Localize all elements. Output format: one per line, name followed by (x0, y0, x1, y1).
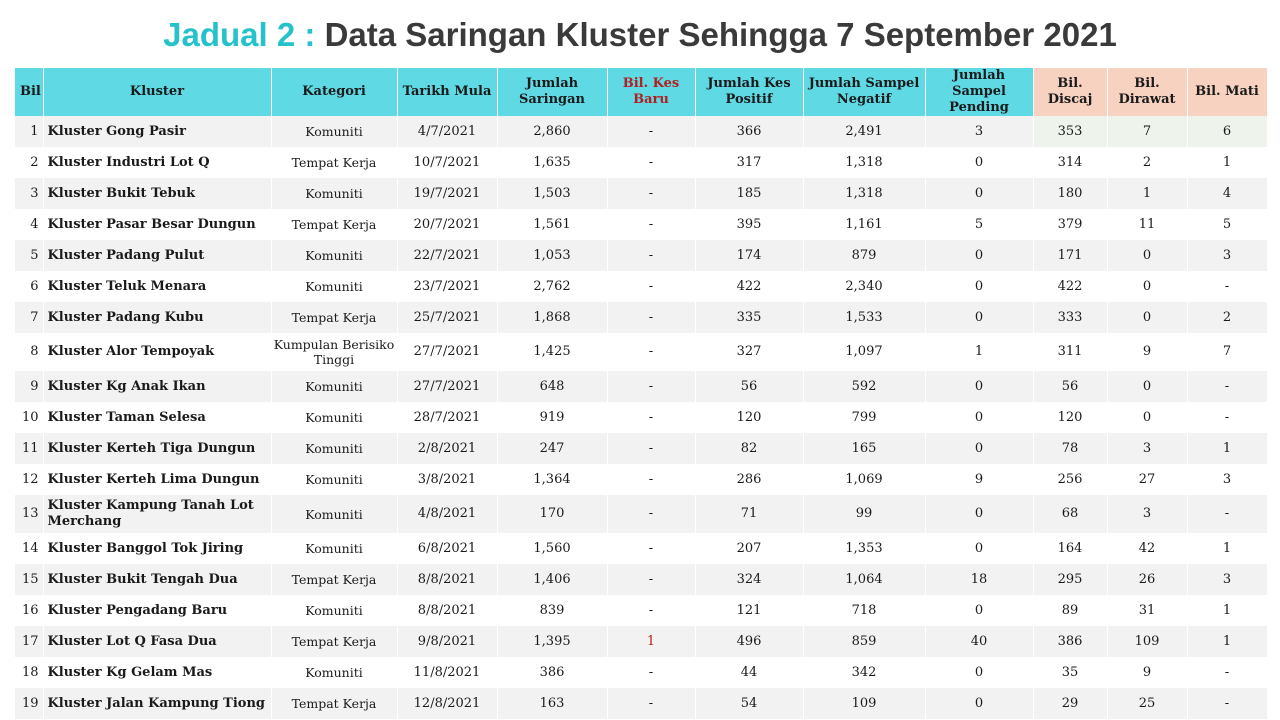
table-row (15, 302, 1267, 333)
cell-positif: 366 (695, 116, 803, 147)
cell-saringan: 1,503 (497, 178, 607, 209)
cell-positif: 54 (695, 688, 803, 719)
cell-kes-baru: - (607, 178, 695, 209)
cell-dirawat: 42 (1107, 533, 1187, 564)
cell-kluster: Kluster Kerteh Lima Dungun (43, 464, 271, 495)
col-header-tarikh: Tarikh Mula (397, 68, 497, 116)
cell-pending: 1 (925, 333, 1033, 371)
cell-tarikh: 4/7/2021 (397, 116, 497, 147)
cell-tarikh: 28/7/2021 (397, 402, 497, 433)
cell-kategori: Tempat Kerja (271, 688, 397, 719)
cell-negatif: 592 (803, 371, 925, 402)
cell-tarikh: 25/7/2021 (397, 302, 497, 333)
cell-mati: 1 (1187, 626, 1267, 657)
cell-kluster: Kluster Kampung Tanah Lot Merchang (43, 495, 271, 533)
cell-discaj: 29 (1033, 688, 1107, 719)
cell-kluster: Kluster Lot Q Fasa Dua (43, 626, 271, 657)
cell-mati: 3 (1187, 564, 1267, 595)
cell-negatif: 165 (803, 433, 925, 464)
cell-tarikh: 22/7/2021 (397, 240, 497, 271)
cell-kluster: Kluster Kerteh Tiga Dungun (43, 433, 271, 464)
table-row (15, 688, 1267, 719)
cell-discaj: 422 (1033, 271, 1107, 302)
cell-pending: 0 (925, 495, 1033, 533)
cell-bil: 5 (15, 240, 43, 271)
cell-kategori: Tempat Kerja (271, 564, 397, 595)
col-header-discaj: Bil. Discaj (1033, 68, 1107, 116)
cell-bil: 17 (15, 626, 43, 657)
cell-bil: 12 (15, 464, 43, 495)
col-header-dirawat: Bil. Dirawat (1107, 68, 1187, 116)
cell-mati: 3 (1187, 464, 1267, 495)
cell-mati: 7 (1187, 333, 1267, 371)
cell-dirawat: 1 (1107, 178, 1187, 209)
cell-mati: - (1187, 402, 1267, 433)
cell-dirawat: 9 (1107, 657, 1187, 688)
cell-tarikh: 19/7/2021 (397, 178, 497, 209)
cell-negatif: 718 (803, 595, 925, 626)
cell-saringan: 2,860 (497, 116, 607, 147)
cell-kes-baru: - (607, 533, 695, 564)
cell-discaj: 89 (1033, 595, 1107, 626)
cell-pending: 0 (925, 271, 1033, 302)
cell-tarikh: 11/8/2021 (397, 657, 497, 688)
cell-bil: 14 (15, 533, 43, 564)
cell-kluster: Kluster Bukit Tengah Dua (43, 564, 271, 595)
cell-negatif: 1,353 (803, 533, 925, 564)
cell-positif: 185 (695, 178, 803, 209)
cell-negatif: 2,340 (803, 271, 925, 302)
table-row (15, 178, 1267, 209)
table-row (15, 595, 1267, 626)
title-text: Data Saringan Kluster Sehingga 7 September 2021 (324, 16, 1117, 53)
cluster-table (15, 68, 1268, 719)
cell-kluster: Kluster Padang Pulut (43, 240, 271, 271)
cell-bil: 7 (15, 302, 43, 333)
cell-dirawat: 2 (1107, 147, 1187, 178)
cell-saringan: 1,406 (497, 564, 607, 595)
cell-pending: 40 (925, 626, 1033, 657)
cell-dirawat: 0 (1107, 371, 1187, 402)
cell-pending: 0 (925, 371, 1033, 402)
cell-tarikh: 20/7/2021 (397, 209, 497, 240)
cell-positif: 174 (695, 240, 803, 271)
cell-negatif: 1,533 (803, 302, 925, 333)
cell-kes-baru: - (607, 333, 695, 371)
table-row (15, 564, 1267, 595)
cell-discaj: 353 (1033, 116, 1107, 147)
cell-pending: 3 (925, 116, 1033, 147)
cell-dirawat: 0 (1107, 240, 1187, 271)
cell-bil: 10 (15, 402, 43, 433)
cell-dirawat: 9 (1107, 333, 1187, 371)
cell-kategori: Komuniti (271, 595, 397, 626)
col-header-bil: Bil (15, 68, 43, 116)
cell-mati: - (1187, 688, 1267, 719)
cell-discaj: 68 (1033, 495, 1107, 533)
cell-tarikh: 9/8/2021 (397, 626, 497, 657)
cell-positif: 82 (695, 433, 803, 464)
table-row (15, 533, 1267, 564)
cell-positif: 327 (695, 333, 803, 371)
table-row (15, 333, 1267, 371)
cell-discaj: 379 (1033, 209, 1107, 240)
cell-pending: 0 (925, 595, 1033, 626)
table-row (15, 116, 1267, 147)
cell-bil: 9 (15, 371, 43, 402)
cell-positif: 324 (695, 564, 803, 595)
title-prefix: Jadual 2 : (163, 16, 316, 53)
cell-pending: 5 (925, 209, 1033, 240)
cell-mati: - (1187, 271, 1267, 302)
cell-saringan: 1,395 (497, 626, 607, 657)
table-row (15, 371, 1267, 402)
cell-kes-baru: - (607, 595, 695, 626)
page-title (0, 14, 1280, 56)
col-header-kluster: Kluster (43, 68, 271, 116)
cell-kes-baru: - (607, 688, 695, 719)
cell-dirawat: 0 (1107, 402, 1187, 433)
cell-tarikh: 12/8/2021 (397, 688, 497, 719)
table-body (15, 116, 1267, 719)
cell-kluster: Kluster Bukit Tebuk (43, 178, 271, 209)
cell-kategori: Komuniti (271, 433, 397, 464)
cell-kluster: Kluster Alor Tempoyak (43, 333, 271, 371)
cell-dirawat: 31 (1107, 595, 1187, 626)
cell-kategori: Komuniti (271, 657, 397, 688)
cell-kluster: Kluster Pengadang Baru (43, 595, 271, 626)
cell-bil: 6 (15, 271, 43, 302)
table-row (15, 271, 1267, 302)
col-header-positif: Jumlah Kes Positif (695, 68, 803, 116)
cell-tarikh: 27/7/2021 (397, 333, 497, 371)
cell-discaj: 164 (1033, 533, 1107, 564)
cell-kategori: Komuniti (271, 402, 397, 433)
cell-positif: 121 (695, 595, 803, 626)
cell-kes-baru: 1 (607, 626, 695, 657)
cell-tarikh: 2/8/2021 (397, 433, 497, 464)
cell-kes-baru: - (607, 371, 695, 402)
cell-bil: 8 (15, 333, 43, 371)
cell-saringan: 919 (497, 402, 607, 433)
cell-kes-baru: - (607, 495, 695, 533)
cell-pending: 0 (925, 302, 1033, 333)
cell-pending: 0 (925, 688, 1033, 719)
table-row (15, 402, 1267, 433)
cell-negatif: 342 (803, 657, 925, 688)
cell-positif: 496 (695, 626, 803, 657)
cell-discaj: 386 (1033, 626, 1107, 657)
cell-dirawat: 25 (1107, 688, 1187, 719)
col-header-kes-baru: Bil. Kes Baru (607, 68, 695, 116)
cell-kluster: Kluster Jalan Kampung Tiong (43, 688, 271, 719)
cell-saringan: 170 (497, 495, 607, 533)
cell-saringan: 648 (497, 371, 607, 402)
cell-tarikh: 3/8/2021 (397, 464, 497, 495)
cell-mati: 2 (1187, 302, 1267, 333)
cell-negatif: 1,161 (803, 209, 925, 240)
cell-tarikh: 27/7/2021 (397, 371, 497, 402)
cell-kategori: Komuniti (271, 178, 397, 209)
table-row (15, 209, 1267, 240)
cell-positif: 44 (695, 657, 803, 688)
cell-mati: 5 (1187, 209, 1267, 240)
cell-bil: 19 (15, 688, 43, 719)
cell-kes-baru: - (607, 433, 695, 464)
cell-dirawat: 7 (1107, 116, 1187, 147)
cell-bil: 15 (15, 564, 43, 595)
col-header-kategori: Kategori (271, 68, 397, 116)
table-row (15, 433, 1267, 464)
cell-pending: 9 (925, 464, 1033, 495)
cell-negatif: 99 (803, 495, 925, 533)
cell-kes-baru: - (607, 402, 695, 433)
cell-discaj: 180 (1033, 178, 1107, 209)
cell-positif: 286 (695, 464, 803, 495)
cell-pending: 0 (925, 657, 1033, 688)
cell-kluster: Kluster Industri Lot Q (43, 147, 271, 178)
cell-saringan: 1,053 (497, 240, 607, 271)
cell-mati: 3 (1187, 240, 1267, 271)
cell-kategori: Komuniti (271, 240, 397, 271)
cell-positif: 120 (695, 402, 803, 433)
cell-bil: 2 (15, 147, 43, 178)
cell-tarikh: 4/8/2021 (397, 495, 497, 533)
table-row (15, 495, 1267, 533)
cell-mati: 1 (1187, 595, 1267, 626)
cell-dirawat: 27 (1107, 464, 1187, 495)
cell-kategori: Kumpulan Berisiko Tinggi (271, 333, 397, 371)
cell-kategori: Komuniti (271, 116, 397, 147)
table-row (15, 240, 1267, 271)
cell-discaj: 78 (1033, 433, 1107, 464)
cell-negatif: 1,318 (803, 147, 925, 178)
cell-negatif: 1,064 (803, 564, 925, 595)
cell-kategori: Tempat Kerja (271, 626, 397, 657)
cell-dirawat: 0 (1107, 271, 1187, 302)
cell-tarikh: 23/7/2021 (397, 271, 497, 302)
cell-kategori: Komuniti (271, 495, 397, 533)
cell-positif: 335 (695, 302, 803, 333)
cell-discaj: 256 (1033, 464, 1107, 495)
cell-mati: - (1187, 657, 1267, 688)
cell-bil: 18 (15, 657, 43, 688)
cell-negatif: 2,491 (803, 116, 925, 147)
cell-kes-baru: - (607, 147, 695, 178)
cell-saringan: 839 (497, 595, 607, 626)
cell-bil: 11 (15, 433, 43, 464)
cell-bil: 4 (15, 209, 43, 240)
cell-negatif: 859 (803, 626, 925, 657)
cell-saringan: 163 (497, 688, 607, 719)
table-row (15, 657, 1267, 688)
cell-kluster: Kluster Gong Pasir (43, 116, 271, 147)
cell-bil: 3 (15, 178, 43, 209)
cell-discaj: 56 (1033, 371, 1107, 402)
cell-mati: 1 (1187, 433, 1267, 464)
cell-saringan: 1,560 (497, 533, 607, 564)
cell-kes-baru: - (607, 564, 695, 595)
cell-kluster: Kluster Banggol Tok Jiring (43, 533, 271, 564)
cell-positif: 395 (695, 209, 803, 240)
cell-discaj: 333 (1033, 302, 1107, 333)
cell-saringan: 247 (497, 433, 607, 464)
cell-kluster: Kluster Pasar Besar Dungun (43, 209, 271, 240)
cell-kluster: Kluster Taman Selesa (43, 402, 271, 433)
cell-pending: 0 (925, 147, 1033, 178)
cell-kategori: Tempat Kerja (271, 147, 397, 178)
cell-kes-baru: - (607, 116, 695, 147)
cell-dirawat: 26 (1107, 564, 1187, 595)
cell-tarikh: 10/7/2021 (397, 147, 497, 178)
table-row (15, 464, 1267, 495)
cell-kluster: Kluster Teluk Menara (43, 271, 271, 302)
cell-negatif: 879 (803, 240, 925, 271)
cell-pending: 18 (925, 564, 1033, 595)
cell-positif: 56 (695, 371, 803, 402)
cell-positif: 207 (695, 533, 803, 564)
cell-kes-baru: - (607, 271, 695, 302)
table-row (15, 626, 1267, 657)
cell-positif: 71 (695, 495, 803, 533)
cell-bil: 13 (15, 495, 43, 533)
cell-discaj: 311 (1033, 333, 1107, 371)
cell-positif: 317 (695, 147, 803, 178)
cell-saringan: 386 (497, 657, 607, 688)
cell-mati: - (1187, 495, 1267, 533)
col-header-mati: Bil. Mati (1187, 68, 1267, 116)
cell-bil: 1 (15, 116, 43, 147)
cell-pending: 0 (925, 433, 1033, 464)
cell-kes-baru: - (607, 209, 695, 240)
col-header-saringan: Jumlah Saringan (497, 68, 607, 116)
cell-discaj: 120 (1033, 402, 1107, 433)
cell-pending: 0 (925, 533, 1033, 564)
cell-saringan: 1,868 (497, 302, 607, 333)
cell-saringan: 2,762 (497, 271, 607, 302)
cell-mati: 1 (1187, 147, 1267, 178)
cell-kategori: Komuniti (271, 533, 397, 564)
cell-negatif: 1,097 (803, 333, 925, 371)
col-header-pending: Jumlah Sampel Pending (925, 68, 1033, 116)
cell-mati: 4 (1187, 178, 1267, 209)
header-row (15, 68, 1267, 116)
cell-kategori: Komuniti (271, 464, 397, 495)
cell-saringan: 1,561 (497, 209, 607, 240)
cell-saringan: 1,425 (497, 333, 607, 371)
cell-kluster: Kluster Kg Gelam Mas (43, 657, 271, 688)
cell-pending: 0 (925, 402, 1033, 433)
cell-saringan: 1,364 (497, 464, 607, 495)
cell-positif: 422 (695, 271, 803, 302)
cell-tarikh: 6/8/2021 (397, 533, 497, 564)
cell-discaj: 295 (1033, 564, 1107, 595)
cell-dirawat: 109 (1107, 626, 1187, 657)
cell-kluster: Kluster Kg Anak Ikan (43, 371, 271, 402)
cell-dirawat: 3 (1107, 433, 1187, 464)
cell-bil: 16 (15, 595, 43, 626)
cell-kes-baru: - (607, 464, 695, 495)
cell-kluster: Kluster Padang Kubu (43, 302, 271, 333)
cell-negatif: 109 (803, 688, 925, 719)
cell-dirawat: 0 (1107, 302, 1187, 333)
cell-tarikh: 8/8/2021 (397, 564, 497, 595)
cell-tarikh: 8/8/2021 (397, 595, 497, 626)
cell-kategori: Tempat Kerja (271, 209, 397, 240)
cell-kes-baru: - (607, 657, 695, 688)
cell-discaj: 314 (1033, 147, 1107, 178)
cell-dirawat: 3 (1107, 495, 1187, 533)
cell-kategori: Komuniti (271, 371, 397, 402)
cell-negatif: 799 (803, 402, 925, 433)
table-row (15, 147, 1267, 178)
cell-kategori: Tempat Kerja (271, 302, 397, 333)
cell-mati: 6 (1187, 116, 1267, 147)
cell-saringan: 1,635 (497, 147, 607, 178)
cell-mati: 1 (1187, 533, 1267, 564)
cell-negatif: 1,069 (803, 464, 925, 495)
col-header-negatif: Jumlah Sampel Negatif (803, 68, 925, 116)
cell-dirawat: 11 (1107, 209, 1187, 240)
cell-kes-baru: - (607, 240, 695, 271)
cell-discaj: 35 (1033, 657, 1107, 688)
cell-kategori: Komuniti (271, 271, 397, 302)
cell-kes-baru: - (607, 302, 695, 333)
cell-pending: 0 (925, 178, 1033, 209)
cell-discaj: 171 (1033, 240, 1107, 271)
cell-pending: 0 (925, 240, 1033, 271)
cell-mati: - (1187, 371, 1267, 402)
cell-negatif: 1,318 (803, 178, 925, 209)
